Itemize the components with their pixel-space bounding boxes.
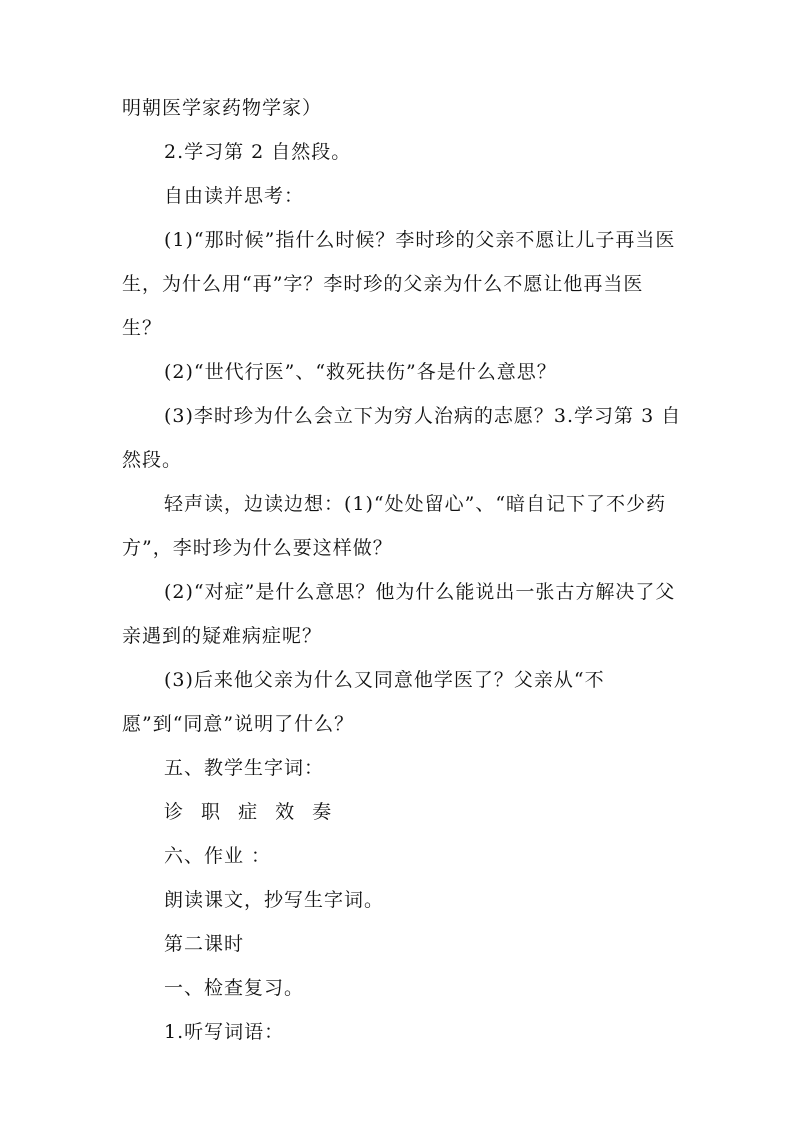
paragraph-6: (3)李时珍为什么会立下为穷人治病的志愿？3.学习第 3 自然段。 (122, 405, 682, 471)
section-heading-5: 五、教学生字词： (164, 757, 325, 779)
homework-text: 朗读课文，抄写生字词。 (164, 889, 385, 911)
paragraph-7: 轻声读，边读边想：(1)“处处留心”、“暗自记下了不少药方”，李时珍为什么要这样做？ (122, 493, 667, 559)
paragraph-2: 2.学习第 2 自然段。 (164, 141, 352, 163)
paragraph-4: (1)“那时候”指什么时候？李时珍的父亲不愿让儿子再当医生，为什么用“再”字？李时珍的父亲为什么不愿让他再当医生？ (122, 229, 676, 339)
paragraph-1: 明朝医学家药物学家） (122, 97, 323, 119)
paragraph-8: (2)“对症”是什么意思？他为什么能说出一张古方解决了父亲遇到的疑难病症呢？ (122, 581, 676, 647)
section-heading-1: 一、检查复习。 (164, 977, 305, 999)
lesson-2-heading: 第二课时 (164, 933, 245, 955)
paragraph-5: (2)“世代行医”、“救死扶伤”各是什么意思？ (164, 361, 557, 383)
document-body (122, 86, 682, 1054)
paragraph-9: (3)后来他父亲为什么又同意他学医了？父亲从“不愿”到“同意”说明了什么？ (122, 669, 605, 735)
section-heading-6: 六、作业 ： (164, 845, 272, 867)
paragraph-3: 自由读并思考： (164, 185, 305, 207)
new-characters-list: 诊 职 症 效 奏 (164, 801, 333, 823)
dictation-item: 1.听写词语： (164, 1021, 285, 1043)
